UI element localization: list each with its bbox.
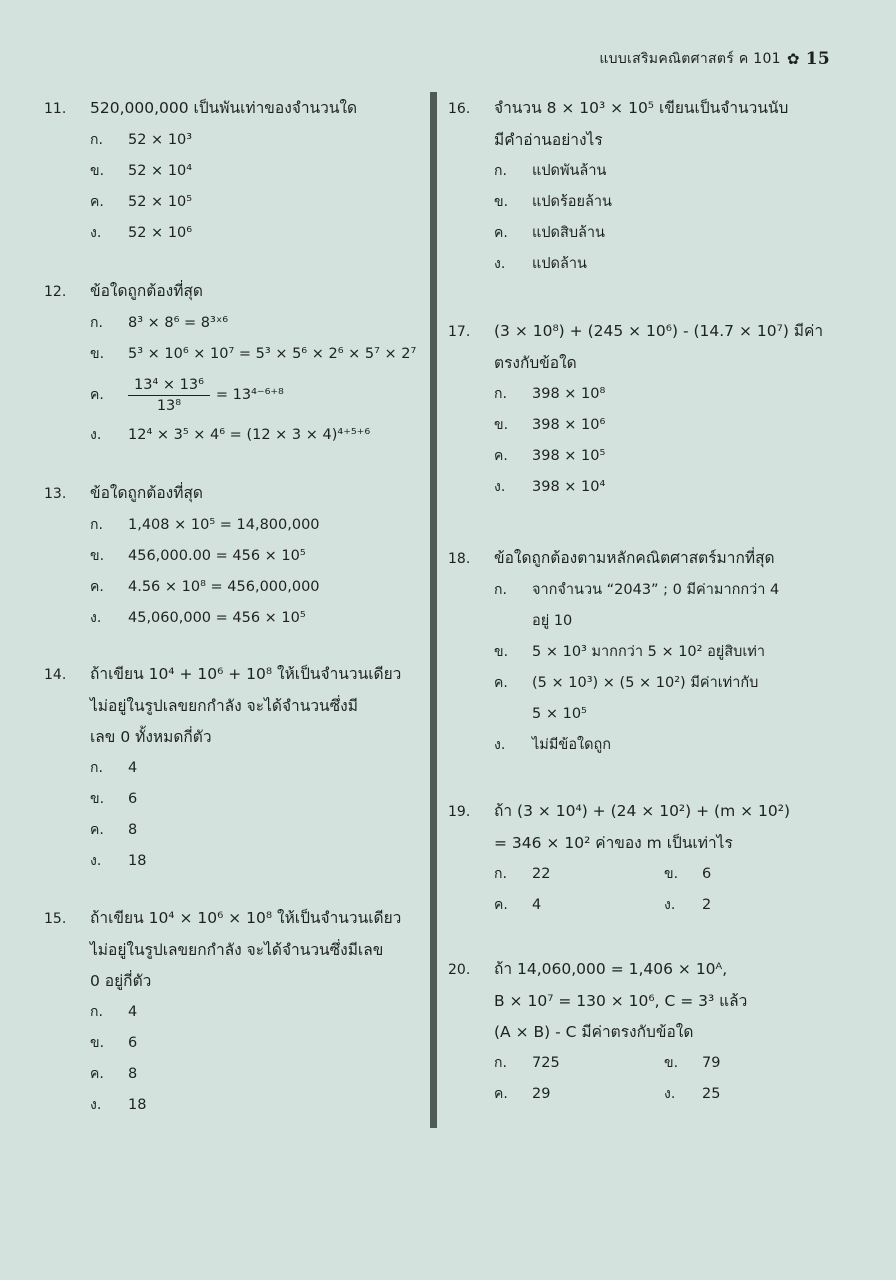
option-b [448, 187, 828, 218]
option-a [494, 859, 664, 890]
option-d [448, 472, 828, 503]
option-text: 398 × 10⁴ [532, 479, 606, 495]
option-c [44, 187, 424, 218]
option-c [44, 1059, 424, 1090]
question-number: 20. [448, 962, 471, 978]
option-label: ง. [494, 479, 506, 495]
option-text: แปดพันล้าน [532, 163, 607, 179]
option-label: ค. [494, 675, 508, 691]
option-text: 6 [128, 791, 138, 807]
option-text: 12⁴ × 3⁵ × 4⁶ = (12 × 3 × 4)⁴⁺⁵⁺⁶ [128, 427, 371, 443]
question-text: ถ้า (3 × 10⁴) + (24 × 10²) + (m × 10²) [494, 802, 790, 820]
option-label: ค. [90, 1066, 104, 1082]
question-number: 17. [448, 324, 471, 340]
option-label: ง. [90, 427, 102, 443]
question-19 [448, 796, 828, 921]
option-label: ก. [90, 760, 103, 776]
option-text: 18 [128, 1097, 147, 1113]
option-label: ข. [664, 1055, 679, 1071]
option-text: แปดสิบล้าน [532, 225, 605, 241]
question-12 [44, 276, 424, 451]
option-text: 29 [532, 1086, 551, 1102]
option-text: 8 [128, 822, 138, 838]
option-a-continued [448, 606, 828, 637]
question-text-continued: = 346 × 10² ค่าของ m เป็นเท่าไร [494, 834, 733, 852]
option-label: ง. [664, 1086, 676, 1102]
option-b [44, 1028, 424, 1059]
option-c-continued [448, 699, 828, 730]
question-13 [44, 478, 424, 634]
option-text: 79 [702, 1055, 721, 1071]
option-a [44, 510, 424, 541]
book-title: แบบเสริมคณิตศาสตร์ ค 101 [599, 51, 781, 67]
fraction-numerator: 13⁴ × 13⁶ [128, 375, 210, 396]
option-c [448, 668, 828, 699]
option-a [44, 997, 424, 1028]
question-number: 16. [448, 101, 471, 117]
option-label: ก. [494, 582, 507, 598]
question-text-continued: (A × B) - C มีค่าตรงกับข้อใด [494, 1023, 694, 1041]
option-label: ข. [494, 194, 509, 210]
option-c [448, 218, 828, 249]
option-label: ก. [90, 132, 103, 148]
option-b [44, 541, 424, 572]
option-a [44, 125, 424, 156]
question-text-continued: B × 10⁷ = 130 × 10⁶, C = 3³ แล้ว [494, 992, 748, 1010]
option-a [44, 308, 424, 339]
option-label: ค. [494, 1086, 508, 1102]
question-text: ถ้า 14,060,000 = 1,406 × 10ᴬ, [494, 960, 728, 978]
option-label: ค. [494, 448, 508, 464]
options-grid [448, 859, 828, 921]
option-d [44, 846, 424, 877]
option-text: 6 [702, 866, 712, 882]
option-text: 5³ × 10⁶ × 10⁷ = 5³ × 5⁶ × 2⁶ × 5⁷ × 2⁷ [128, 346, 417, 362]
option-label: ก. [494, 163, 507, 179]
question-text-continued: ตรงกับข้อใด [494, 354, 577, 372]
question-number: 19. [448, 804, 471, 820]
option-d [448, 249, 828, 280]
question-18 [448, 543, 828, 761]
option-text: (5 × 10³) × (5 × 10²) มีค่าเท่ากับ [532, 675, 759, 691]
option-label: ข. [90, 1035, 105, 1051]
option-text: 4 [128, 760, 138, 776]
question-text-continued: ไม่อยู่ในรูปเลขยกกำลัง จะได้จำนวนซึ่งมี [90, 697, 358, 715]
option-text: แปดร้อยล้าน [532, 194, 612, 210]
question-text: ข้อใดถูกต้องที่สุด [90, 484, 203, 502]
option-text: 18 [128, 853, 147, 869]
option-label: ก. [494, 386, 507, 402]
option-label: ง. [90, 225, 102, 241]
option-label: ง. [90, 1097, 102, 1113]
option-b [664, 859, 834, 890]
option-label: ก. [494, 1055, 507, 1071]
option-b [664, 1048, 834, 1079]
option-a [494, 1048, 664, 1079]
question-15 [44, 903, 424, 1121]
option-text: 5 × 10³ มากกว่า 5 × 10² อยู่สิบเท่า [532, 644, 765, 660]
option-text: 25 [702, 1086, 721, 1102]
flower-icon: ✿ [786, 50, 800, 68]
option-text-continued: 5 × 10⁵ [532, 706, 587, 722]
question-text: จำนวน 8 × 10³ × 10⁵ เขียนเป็นจำนวนนับ [494, 99, 789, 117]
option-text: 1,408 × 10⁵ = 14,800,000 [128, 517, 320, 533]
question-text: (3 × 10⁸) + (245 × 10⁶) - (14.7 × 10⁷) มีค่า [494, 322, 824, 340]
option-d [44, 1090, 424, 1121]
option-label: ค. [90, 387, 104, 403]
option-text: 8 [128, 1066, 138, 1082]
page-header [599, 48, 830, 70]
option-text: จากจำนวน “2043” ; 0 มีค่ามากกว่า 4 [532, 582, 780, 598]
option-d [44, 420, 424, 451]
question-text: ถ้าเขียน 10⁴ × 10⁶ × 10⁸ ให้เป็นจำนวนเดียว [90, 909, 402, 927]
option-label: ค. [90, 822, 104, 838]
option-label: ข. [90, 791, 105, 807]
option-a [44, 753, 424, 784]
option-c [494, 890, 664, 921]
option-label: ง. [90, 610, 102, 626]
question-number: 13. [44, 486, 67, 502]
question-17 [448, 316, 828, 503]
question-text: 520,000,000 เป็นพันเท่าของจำนวนใด [90, 99, 358, 117]
option-d [448, 730, 828, 761]
question-number: 12. [44, 284, 67, 300]
option-a [448, 379, 828, 410]
option-label: ก. [90, 315, 103, 331]
option-label: ข. [664, 866, 679, 882]
option-label: ค. [494, 897, 508, 913]
option-label: ก. [90, 517, 103, 533]
option-c [448, 441, 828, 472]
question-11 [44, 93, 424, 249]
option-label: ข. [90, 346, 105, 362]
option-text: 398 × 10⁶ [532, 417, 606, 433]
option-text: ไม่มีข้อใดถูก [532, 737, 612, 753]
option-a [448, 575, 828, 606]
option-d [664, 1079, 834, 1110]
option-label: ข. [90, 548, 105, 564]
option-label: ข. [494, 417, 509, 433]
option-b [448, 637, 828, 668]
option-b [44, 339, 424, 370]
question-16 [448, 93, 828, 280]
option-label: ง. [494, 256, 506, 272]
question-text: ข้อใดถูกต้องตามหลักคณิตศาสตร์มากที่สุด [494, 549, 775, 567]
option-d [44, 218, 424, 249]
option-label: ก. [494, 866, 507, 882]
option-text: 398 × 10⁸ [532, 386, 606, 402]
question-text-continued: เลข 0 ทั้งหมดกี่ตัว [90, 728, 212, 746]
option-text: 398 × 10⁵ [532, 448, 606, 464]
question-14 [44, 659, 424, 877]
option-text: 52 × 10⁴ [128, 163, 193, 179]
option-label: ก. [90, 1004, 103, 1020]
option-text: 6 [128, 1035, 138, 1051]
option-text: 52 × 10³ [128, 132, 193, 148]
option-c [44, 572, 424, 603]
question-text: ถ้าเขียน 10⁴ + 10⁶ + 10⁸ ให้เป็นจำนวนเดียว [90, 665, 402, 683]
option-text: 4.56 × 10⁸ = 456,000,000 [128, 579, 320, 595]
fraction-denominator: 13⁸ [156, 397, 182, 414]
option-label: ข. [90, 163, 105, 179]
fraction [128, 375, 210, 416]
option-b [44, 156, 424, 187]
option-text: 2 [702, 897, 712, 913]
question-text-continued: มีคำอ่านอย่างไร [494, 131, 603, 149]
option-c [44, 815, 424, 846]
option-label: ข. [494, 644, 509, 660]
option-label: ค. [90, 579, 104, 595]
options-grid [448, 1048, 828, 1110]
question-number: 11. [44, 101, 67, 117]
option-label: ง. [664, 897, 676, 913]
question-text-continued: 0 อยู่กี่ตัว [90, 972, 152, 990]
option-b [44, 784, 424, 815]
option-text: 725 [532, 1055, 560, 1071]
option-text: 22 [532, 866, 551, 882]
option-b [448, 410, 828, 441]
option-d [44, 603, 424, 634]
option-label: ค. [494, 225, 508, 241]
option-text-continued: อยู่ 10 [532, 613, 573, 629]
column-divider [430, 92, 437, 1128]
question-number: 18. [448, 551, 471, 567]
page-number: 15 [805, 49, 830, 69]
option-label: ง. [494, 737, 506, 753]
option-text: = 13⁴⁻⁶⁺⁸ [215, 387, 284, 403]
option-c [44, 370, 424, 420]
question-text-continued: ไม่อยู่ในรูปเลขยกกำลัง จะได้จำนวนซึ่งมีเลข [90, 941, 384, 959]
question-number: 14. [44, 667, 67, 683]
option-label: ง. [90, 853, 102, 869]
option-text: แปดล้าน [532, 256, 587, 272]
question-text: ข้อใดถูกต้องที่สุด [90, 282, 203, 300]
option-label: ค. [90, 194, 104, 210]
option-a [448, 156, 828, 187]
option-text: 4 [532, 897, 542, 913]
option-text: 4 [128, 1004, 138, 1020]
question-number: 15. [44, 911, 67, 927]
option-text: 8³ × 8⁶ = 8³ˣ⁶ [128, 315, 229, 331]
option-text: 52 × 10⁶ [128, 225, 193, 241]
option-c [494, 1079, 664, 1110]
question-20 [448, 954, 828, 1110]
option-text: 456,000.00 = 456 × 10⁵ [128, 548, 306, 564]
option-d [664, 890, 834, 921]
option-text: 52 × 10⁵ [128, 194, 193, 210]
option-text: 45,060,000 = 456 × 10⁵ [128, 610, 306, 626]
